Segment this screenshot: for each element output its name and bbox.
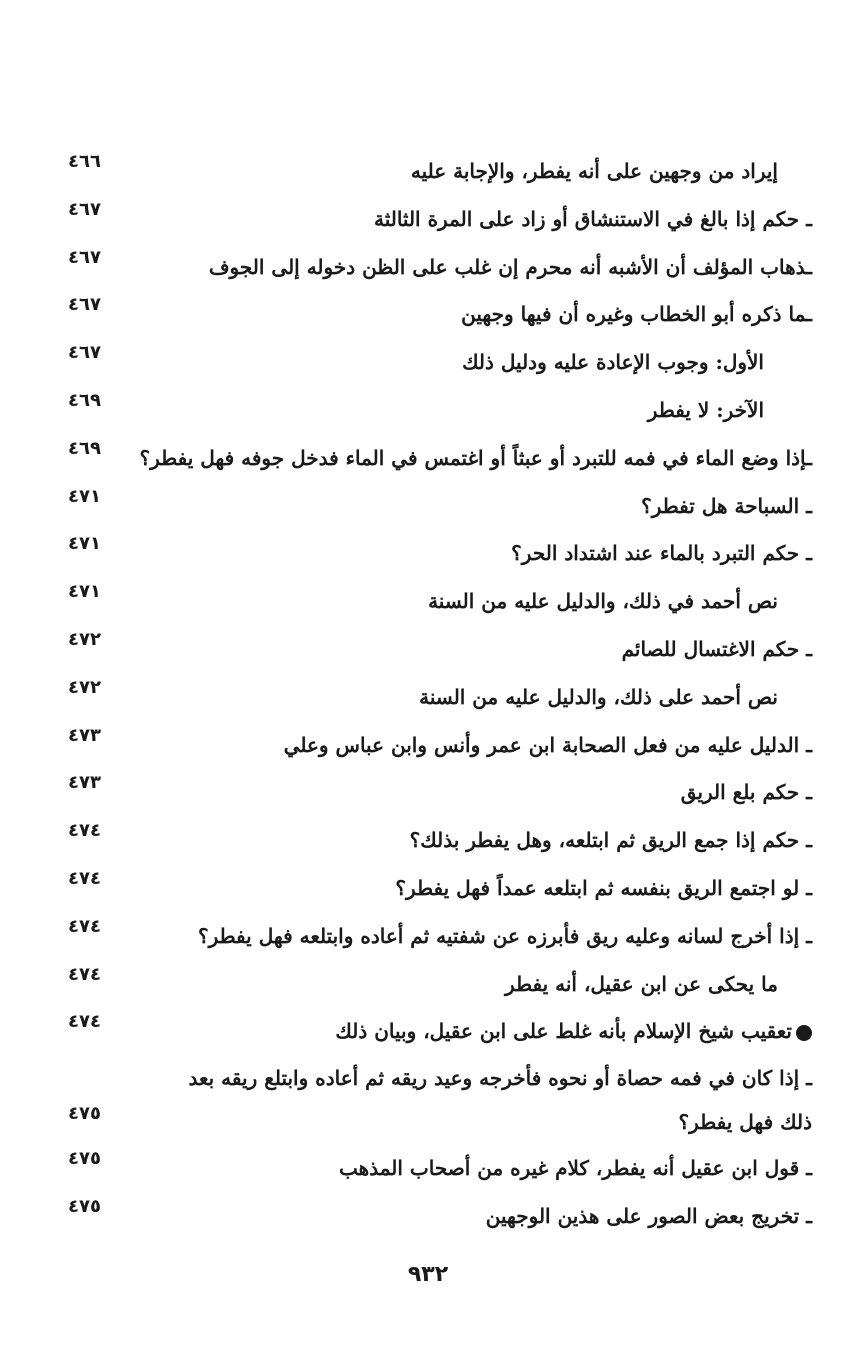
toc-page-number: ٤٧٤ [68,963,101,985]
toc-entry [60,578,812,626]
toc-entry [60,1193,812,1241]
toc-entry-title [152,483,812,529]
toc-entry-title [152,196,812,242]
toc-entry-text: ـما ذكره أبو الخطاب وغيره أن فيها وجهين [461,302,812,327]
toc-page-number: ٤٧٥ [68,1103,101,1125]
toc-entry-title [152,865,812,911]
toc-entry [60,291,812,339]
table-of-contents [60,148,812,1241]
toc-entry-title [152,769,812,815]
toc-page-number: ٤٦٧ [68,198,101,220]
toc-entry-title [152,244,812,290]
toc-entry-text: تعقيب شيخ الإسلام بأنه غلط على ابن عقيل، وبيان ذلك [335,1019,792,1044]
toc-entry-text: ما يحكى عن ابن عقيل، أنه يفطر [505,971,778,996]
toc-entry [60,674,812,722]
toc-page-number: ٤٧٥ [68,1148,101,1170]
toc-page-number: ٤٧٤ [68,1011,101,1033]
toc-entry [60,626,812,674]
toc-entry-text: نص أحمد على ذلك، والدليل عليه من السنة [419,684,778,709]
toc-entry [60,483,812,531]
toc-entry-title [118,961,778,1007]
toc-entry-text: ـ تخريج بعض الصور على هذين الوجهين [485,1203,812,1228]
toc-entry-title [118,148,778,194]
toc-entry-text: ـذهاب المؤلف أن الأشبه أنه محرم إن غلب على الظن دخوله إلى الجوف [208,254,812,279]
toc-page-number: ٤٧٢ [68,628,101,650]
toc-entry-text: ـ إذا أخرج لسانه وعليه ريق فأبرزه عن شفتيه ثم أعاده وابتلعه فهل يفطر؟ [198,923,812,948]
toc-entry [60,148,812,196]
toc-entry-title [152,626,812,672]
toc-entry-text: ـ قول ابن عقيل أنه يفطر، كلام غيره من أصحاب المذهب [339,1156,812,1181]
toc-page-number: ٤٧١ [68,485,101,507]
toc-page-number: ٤٦٧ [68,246,101,268]
bullet-icon [796,1025,812,1041]
toc-entry [60,913,812,961]
toc-page-number: ٤٦٩ [68,389,101,411]
toc-page-number: ٤٦٧ [68,342,101,364]
toc-entry [60,1145,812,1193]
toc-page-number: ٤٦٩ [68,437,101,459]
toc-entry-title [118,674,778,720]
toc-entry-title [152,913,812,959]
toc-entry [60,769,812,817]
toc-entry-title [118,578,778,624]
toc-entry-text: الآخر: لا يفطر [647,397,764,422]
toc-entry-title [152,722,812,768]
toc-entry-title [104,339,764,385]
toc-entry-title [139,435,812,481]
toc-page-number: ٤٧١ [68,581,101,603]
toc-page-number: ٤٧٥ [68,1195,101,1217]
toc-entry [60,1008,812,1056]
toc-entry-text: ـ حكم الاغتسال للصائم [621,636,812,661]
toc-entry-text: ـ إذا كان في فمه حصاة أو نحوه فأخرجه وعيد ريقه ثم أعاده وابتلع ريقه بعد ذلك فهل يفطر؟ [188,1066,812,1135]
toc-entry-text: إيراد من وجهين على أنه يفطر، والإجابة عليه [410,159,778,183]
toc-entry-title [152,817,812,863]
toc-entry [60,722,812,770]
toc-entry-text: ـ حكم إذا جمع الريق ثم ابتلعه، وهل يفطر بذلك؟ [409,828,812,853]
toc-entry-text: نص أحمد في ذلك، والدليل عليه من السنة [428,589,778,614]
toc-entry-text: ـ الدليل عليه من فعل الصحابة ابن عمر وأنس وابن عباس وعلي [283,732,812,757]
toc-entry [60,530,812,578]
toc-page-number: ٤٧١ [68,533,101,555]
toc-entry-text: ـإذا وضع الماء في فمه للتبرد أو عبثاً أو اغتمس في الماء فدخل جوفه فهل يفطر؟ [139,445,812,470]
toc-entry-text: ـ حكم إذا بالغ في الاستنشاق أو زاد على المرة الثالثة [373,206,812,231]
toc-entry [60,1056,812,1145]
toc-entry-title [152,1008,812,1054]
toc-entry [60,339,812,387]
toc-page-number: ٤٧٤ [68,820,101,842]
toc-entry [60,244,812,292]
toc-entry-text: ـ حكم التبرد بالماء عند اشتداد الحر؟ [511,541,812,566]
toc-entry-text: الأول: وجوب الإعادة عليه ودليل ذلك [462,350,764,375]
toc-page-number: ٤٧٣ [68,724,101,746]
toc-entry [60,817,812,865]
toc-page-number: ٤٧٤ [68,915,101,937]
toc-entry [60,387,812,435]
toc-page-number: ٤٦٦ [68,151,101,172]
toc-page-number: ٤٧٢ [68,676,101,698]
toc-entry-title [152,1145,812,1191]
toc-page-number: ٤٦٧ [68,294,101,316]
toc-page-number: ٤٧٣ [68,772,101,794]
toc-entry [60,435,812,483]
toc-entry [60,865,812,913]
toc-entry-title [152,1193,812,1239]
toc-entry-text: ـ حكم بلع الريق [680,780,812,805]
toc-entry-title [104,387,764,433]
toc-page-number: ٤٧٤ [68,867,101,889]
toc-entry-text: ـ لو اجتمع الريق بنفسه ثم ابتلعه عمداً فهل يفطر؟ [395,875,812,900]
toc-entry-text: ـ السباحة هل تفطر؟ [641,493,812,518]
page-number: ٩٣٢ [407,1262,449,1287]
toc-entry [60,961,812,1009]
toc-entry-title [152,1056,812,1144]
toc-entry-title [152,530,812,576]
toc-entry [60,196,812,244]
toc-entry-title [152,291,812,337]
